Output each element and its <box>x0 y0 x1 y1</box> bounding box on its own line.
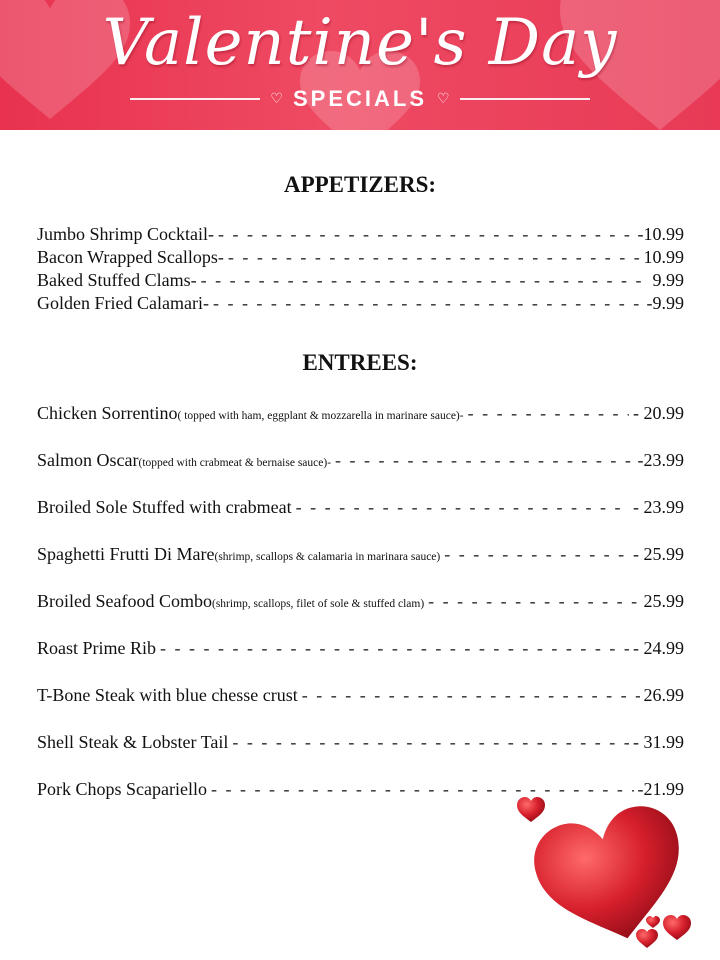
menu-item: Spaghetti Frutti Di Mare (shrimp, scallops & calamaria in marinara sauce) - - - - 25.99 <box>37 544 684 568</box>
menu-item-name: Baked Stuffed Clams- <box>37 270 197 290</box>
menu-item-name: Roast Prime Rib <box>37 638 157 658</box>
menu-item-price: 21.99 <box>643 779 684 799</box>
banner-title: Valentine's Day <box>102 6 618 80</box>
dot-leader <box>335 450 633 471</box>
menu-item: Broiled Sole Stuffed with crabmeat - - - - 23.99 <box>37 497 684 521</box>
header-banner <box>0 0 720 130</box>
dot-leader <box>228 247 640 268</box>
dot-leader <box>302 685 640 706</box>
dot-leader <box>201 270 649 291</box>
menu-item-name: Golden Fried Calamari- <box>37 293 209 313</box>
menu-item-name: Jumbo Shrimp Cocktail- <box>37 224 214 244</box>
menu-item-name: Shell Steak & Lobster Tail <box>37 732 229 752</box>
dot-leader <box>428 591 639 612</box>
heart-icon: ♡ <box>437 91 450 107</box>
menu-item: Jumbo Shrimp Cocktail- - - - - 10.99 <box>37 224 684 248</box>
menu-item: Shell Steak & Lobster Tail - - - - 31.99 <box>37 732 684 756</box>
menu-item-description: ( topped with ham, eggplant & mozzarella in marinare sauce)- <box>177 410 464 422</box>
heart-decoration-icon <box>505 790 720 960</box>
menu-item-price: 10.99 <box>643 247 684 267</box>
heart-icon: ♡ <box>270 91 283 107</box>
menu-item <box>37 685 684 709</box>
menu-item-price: 24.99 <box>643 638 684 658</box>
menu-item-price: 10.99 <box>643 224 684 244</box>
menu-item-name: Salmon Oscar <box>37 450 139 470</box>
dot-leader <box>468 403 629 424</box>
menu-item-name: Broiled Sole Stuffed with crabmeat <box>37 497 292 517</box>
divider <box>130 98 260 100</box>
divider <box>460 98 590 100</box>
entrees-heading: ENTREES: <box>302 350 418 375</box>
menu-item <box>37 591 684 615</box>
menu-item <box>37 247 684 271</box>
menu-item-price: 23.99 <box>643 450 684 470</box>
menu-item: Golden Fried Calamari- - - - - 9.99 <box>37 293 684 317</box>
menu-item-price: 31.99 <box>643 732 684 752</box>
menu-item: Salmon Oscar (topped with crabmeat & bernaise sauce)- - - - - 23.99 <box>37 450 684 474</box>
menu-item-description: (shrimp, scallops & calamaria in marinara sauce) <box>214 551 441 563</box>
banner-subtitle-row <box>0 86 720 112</box>
menu-item-price: 9.99 <box>652 270 684 290</box>
menu-item <box>37 270 684 294</box>
dot-leader <box>160 638 629 659</box>
dot-leader <box>218 224 634 245</box>
menu-item-price: 23.99 <box>643 497 684 517</box>
menu-item-name: Pork Chops Scapariello <box>37 779 207 799</box>
menu-item-description: (topped with crabmeat & bernaise sauce)- <box>138 457 332 469</box>
dot-leader <box>296 497 629 518</box>
menu-item-price: 26.99 <box>643 685 684 705</box>
menu-item-price: 25.99 <box>643 591 684 611</box>
menu-item-name: Bacon Wrapped Scallops- <box>37 247 224 267</box>
dot-leader <box>444 544 629 565</box>
dot-leader <box>213 293 643 314</box>
banner-subtitle: SPECIALS <box>292 86 428 111</box>
menu-item-description: (shrimp, scallops, filet of sole & stuffed clam) <box>211 598 425 610</box>
menu-item: Roast Prime Rib - - - - 24.99 <box>37 638 684 662</box>
menu-item-price: 9.99 <box>652 293 684 313</box>
appetizers-heading: APPETIZERS: <box>283 172 437 197</box>
menu-item-price: 20.99 <box>643 403 684 423</box>
menu-item-name: Spaghetti Frutti Di Mare <box>37 544 215 564</box>
menu-item: Pork Chops Scapariello - - - - 21.99 <box>37 779 684 803</box>
menu-item-price: 25.99 <box>643 544 684 564</box>
menu-item-name: T-Bone Steak with blue chesse crust <box>37 685 298 705</box>
menu-item: Chicken Sorrentino ( topped with ham, eggplant & mozzarella in marinare sauce)- - - - - 20.99 <box>37 403 684 427</box>
menu-item-name: Chicken Sorrentino <box>37 403 178 423</box>
menu-item-name: Broiled Seafood Combo <box>37 591 212 611</box>
dot-leader <box>232 732 629 753</box>
